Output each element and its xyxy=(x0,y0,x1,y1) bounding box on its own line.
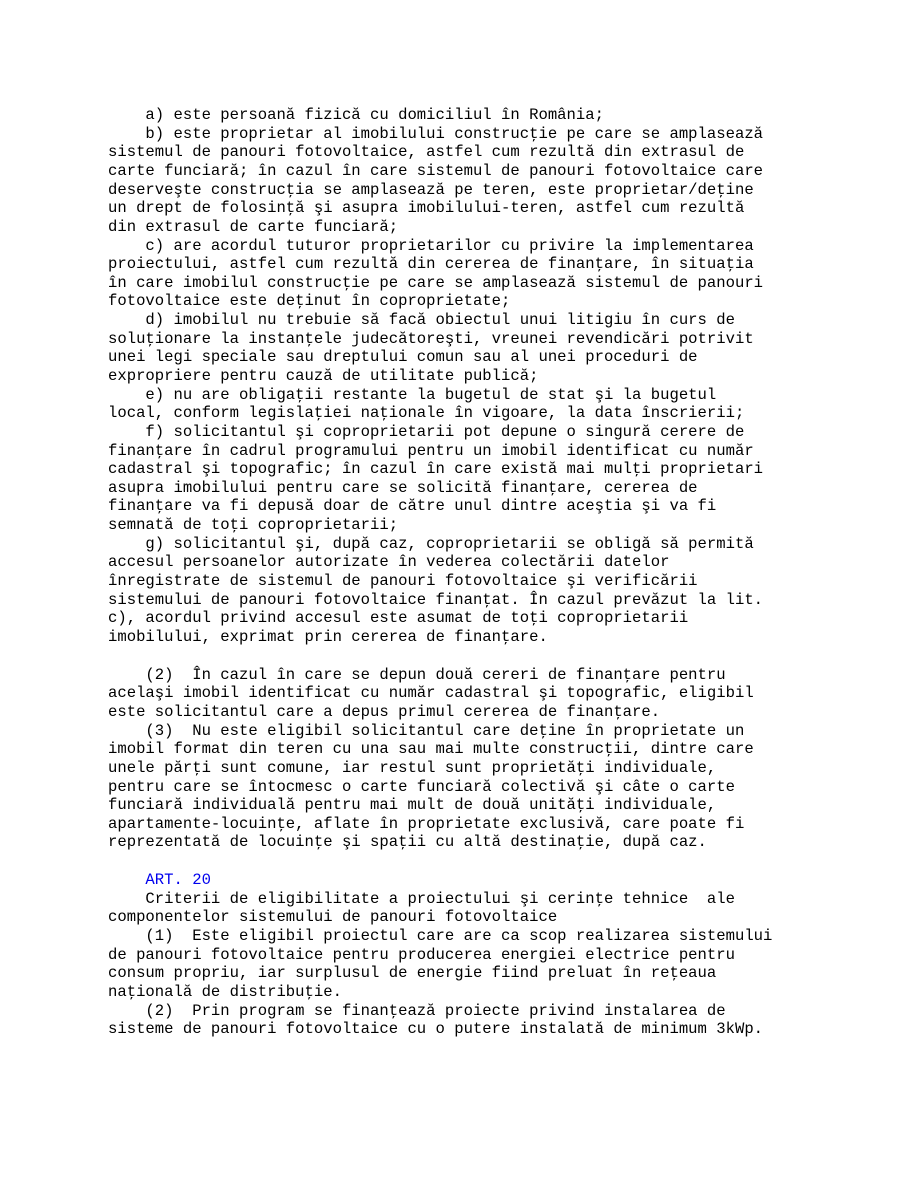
text-line: f) solicitantul şi coproprietarii pot depune o singură cerere de xyxy=(108,423,745,441)
text-line: fotovoltaice este deţinut în coproprietate; xyxy=(108,292,511,310)
text-line: c) are acordul tuturor proprietarilor cu privire la implementarea xyxy=(108,237,754,255)
text-line: consum propriu, iar surplusul de energie fiind preluat în reţeaua xyxy=(108,964,717,982)
text-line: a) este persoană fizică cu domiciliul în România; xyxy=(108,106,604,124)
text-line: proiectului, astfel cum rezultă din cererea de finanţare, în situaţia xyxy=(108,255,754,273)
text-line: pentru care se întocmesc o carte funciară colectivă şi câte o carte xyxy=(108,778,735,796)
text-line: asupra imobilului pentru care se solicită finanţare, cererea de xyxy=(108,479,698,497)
text-line: este solicitantul care a depus primul cererea de finanţare. xyxy=(108,703,661,721)
text-line: funciară individuală pentru mai mult de două unităţi individuale, xyxy=(108,796,717,814)
article-title: componentelor sistemului de panouri fotovoltaice xyxy=(108,908,558,926)
text-line: soluţionare la instanţele judecătoreşti, vreunei revendicări potrivit xyxy=(108,330,754,348)
text-line: reprezentată de locuinţe şi spaţii cu altă destinaţie, după caz. xyxy=(108,833,707,851)
text-line: unele părţi sunt comune, iar restul sunt proprietăţi individuale, xyxy=(108,759,717,777)
text-line: carte funciară; în cazul în care sistemul de panouri fotovoltaice care xyxy=(108,162,764,180)
article-heading-link[interactable]: ART. 20 xyxy=(108,871,211,889)
text-line: de panouri fotovoltaice pentru producerea energiei electrice pentru xyxy=(108,946,735,964)
text-line: sistemul de panouri fotovoltaice, astfel cum rezultă din extrasul de xyxy=(108,143,745,161)
text-line: din extrasul de carte funciară; xyxy=(108,218,399,236)
text-line: e) nu are obligaţii restante la bugetul de stat şi la bugetul xyxy=(108,386,717,404)
text-line: sisteme de panouri fotovoltaice cu o putere instalată de minimum 3kWp. xyxy=(108,1020,764,1038)
text-line: înregistrate de sistemul de panouri fotovoltaice şi verificării xyxy=(108,572,698,590)
text-line: sistemului de panouri fotovoltaice finanţat. În cazul prevăzut la lit. xyxy=(108,591,764,609)
text-line: deserveşte construcţia se amplasează pe teren, este proprietar/deţine xyxy=(108,181,754,199)
text-line: b) este proprietar al imobilului construcţie pe care se amplasează xyxy=(108,125,764,143)
text-line: accesul persoanelor autorizate în vederea colectării datelor xyxy=(108,553,670,571)
text-line: (3) Nu este eligibil solicitantul care deţine în proprietate un xyxy=(108,722,745,740)
text-line: apartamente-locuinţe, aflate în proprietate exclusivă, care poate fi xyxy=(108,815,745,833)
text-line: g) solicitantul şi, după caz, coproprietarii se obligă să permită xyxy=(108,535,754,553)
text-line: cadastral şi topografic; în cazul în care există mai mulţi proprietari xyxy=(108,460,764,478)
text-line: (1) Este eligibil proiectul care are ca scop realizarea sistemului xyxy=(108,927,773,945)
text-line: local, conform legislaţiei naţionale în vigoare, la data înscrierii; xyxy=(108,404,745,422)
text-line: unei legi speciale sau dreptului comun sau al unei proceduri de xyxy=(108,348,698,366)
text-line: c), acordul privind accesul este asumat de toţi coproprietarii xyxy=(108,609,689,627)
text-line: expropriere pentru cauză de utilitate publică; xyxy=(108,367,539,385)
text-line: finanţare în cadrul programului pentru un imobil identificat cu număr xyxy=(108,442,754,460)
text-line: în care imobilul construcţie pe care se amplasează sistemul de panouri xyxy=(108,274,764,292)
text-line: d) imobilul nu trebuie să facă obiectul unui litigiu în curs de xyxy=(108,311,735,329)
article-title: Criterii de eligibilitate a proiectului şi cerinţe tehnice ale xyxy=(108,890,735,908)
text-line: imobilului, exprimat prin cererea de finanţare. xyxy=(108,628,548,646)
text-line: finanţare va fi depusă doar de către unul dintre aceştia şi va fi xyxy=(108,497,717,515)
text-line: imobil format din teren cu una sau mai multe construcţii, dintre care xyxy=(108,740,754,758)
text-line: semnată de toţi coproprietarii; xyxy=(108,516,399,534)
text-line: naţională de distribuţie. xyxy=(108,983,342,1001)
text-line: (2) În cazul în care se depun două cereri de finanţare pentru xyxy=(108,666,726,684)
text-line: acelaşi imobil identificat cu număr cadastral şi topografic, eligibil xyxy=(108,684,754,702)
text-line: (2) Prin program se finanţează proiecte privind instalarea de xyxy=(108,1002,726,1020)
text-line: un drept de folosinţă şi asupra imobilului-teren, astfel cum rezultă xyxy=(108,199,745,217)
